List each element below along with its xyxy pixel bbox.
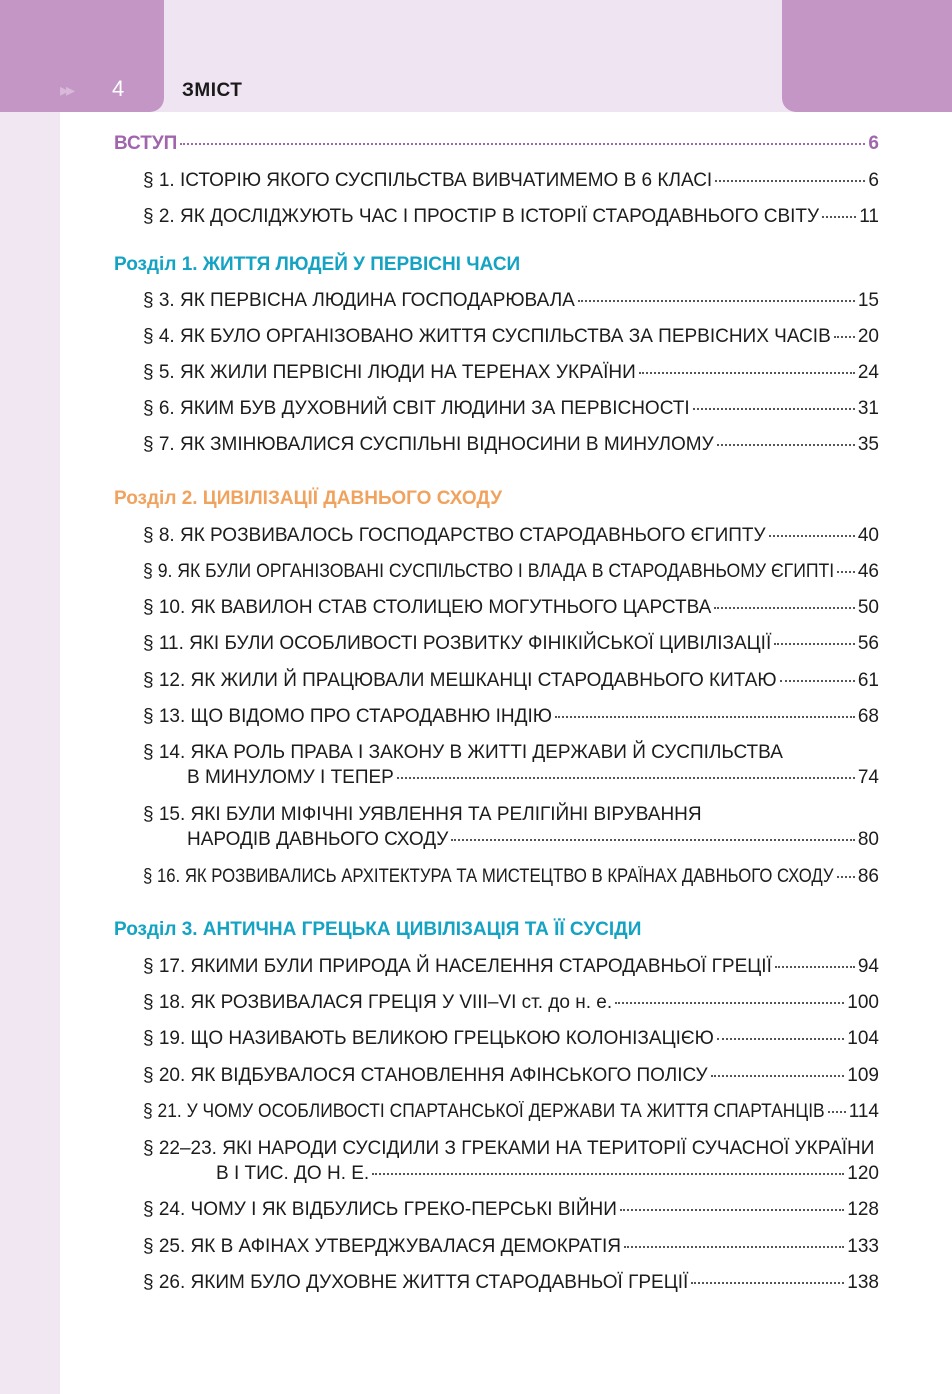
toc-entry[interactable] bbox=[143, 1236, 879, 1258]
toc-entry[interactable] bbox=[143, 206, 879, 228]
toc-page-number: 46 bbox=[857, 561, 879, 582]
toc-page-number: 80 bbox=[857, 829, 879, 850]
toc-entry-title: § 5. ЯК ЖИЛИ ПЕРВІСНІ ЛЮДИ НА ТЕРЕНАХ УКРАЇНИ bbox=[143, 362, 636, 383]
toc-entry-title: § 3. ЯК ПЕРВІСНА ЛЮДИНА ГОСПОДАРЮВАЛА bbox=[143, 290, 575, 311]
leader-dots bbox=[624, 1246, 844, 1248]
leader-dots bbox=[828, 1111, 846, 1113]
toc-entry-title-line1[interactable]: § 15. ЯКІ БУЛИ МІФІЧНІ УЯВЛЕННЯ ТА РЕЛІГІЙНІ ВІРУВАННЯ bbox=[143, 804, 702, 825]
toc-page-number: 15 bbox=[857, 290, 879, 311]
toc-entry-title-line1[interactable]: § 22–23. ЯКІ НАРОДИ СУСІДИЛИ З ГРЕКАМИ НА ТЕРИТОРІЇ СУЧАСНОЇ УКРАЇНИ bbox=[143, 1138, 875, 1159]
toc-page-number: 94 bbox=[857, 956, 879, 977]
toc-intro[interactable] bbox=[114, 133, 879, 155]
toc-entry[interactable] bbox=[143, 1101, 879, 1123]
toc-page-number: 68 bbox=[857, 706, 879, 727]
toc-entry-title: § 20. ЯК ВІДБУВАЛОСЯ СТАНОВЛЕННЯ АФІНСЬКОГО ПОЛІСУ bbox=[143, 1065, 708, 1086]
leader-dots bbox=[397, 777, 855, 779]
section-heading-2[interactable]: Розділ 2. ЦИВІЛІЗАЦІЇ ДАВНЬОГО СХОДУ bbox=[114, 488, 503, 509]
toc-entry[interactable] bbox=[143, 398, 879, 420]
toc-page-number: 128 bbox=[847, 1199, 879, 1220]
toc-entry[interactable] bbox=[143, 326, 879, 348]
toc-entry-title: § 9. ЯК БУЛИ ОРГАНІЗОВАНІ СУСПІЛЬСТВО І ВЛАДА В СТАРОДАВНЬОМУ ЄГИПТІ bbox=[143, 561, 835, 582]
toc-entry[interactable] bbox=[143, 290, 879, 312]
toc-page-number: 31 bbox=[857, 398, 879, 419]
toc-entry[interactable] bbox=[143, 434, 879, 456]
toc-page-number: 24 bbox=[857, 362, 879, 383]
toc-entry-title: § 11. ЯКІ БУЛИ ОСОБЛИВОСТІ РОЗВИТКУ ФІНІКІЙСЬКОЇ ЦИВІЛІЗАЦІЇ bbox=[143, 633, 772, 654]
leader-dots bbox=[639, 372, 855, 374]
toc-page-number: 100 bbox=[847, 992, 879, 1013]
page-number: 4 bbox=[112, 76, 125, 101]
leader-dots bbox=[822, 216, 856, 218]
toc-entry[interactable] bbox=[143, 561, 879, 583]
toc-entry[interactable] bbox=[143, 362, 879, 384]
toc-entry-title: § 24. ЧОМУ І ЯК ВІДБУЛИСЬ ГРЕКО-ПЕРСЬКІ ВІЙНИ bbox=[143, 1199, 617, 1220]
toc-entry-title: § 7. ЯК ЗМІНЮВАЛИСЯ СУСПІЛЬНІ ВІДНОСИНИ В МИНУЛОМУ bbox=[143, 434, 714, 455]
toc-entry-title: § 25. ЯК В АФІНАХ УТВЕРДЖУВАЛАСЯ ДЕМОКРАТІЯ bbox=[143, 1236, 621, 1257]
toc-entry-title: НАРОДІВ ДАВНЬОГО СХОДУ bbox=[187, 829, 449, 850]
toc-entry[interactable] bbox=[143, 992, 879, 1014]
toc-entry-title: § 16. ЯК РОЗВИВАЛИСЬ АРХІТЕКТУРА ТА МИСТЕЦТВО В КРАЇНАХ ДАВНЬОГО СХОДУ bbox=[143, 866, 834, 887]
toc-page-number: 6 bbox=[868, 170, 879, 191]
leader-dots bbox=[780, 680, 855, 682]
leader-dots bbox=[717, 1038, 845, 1040]
leader-dots bbox=[615, 1002, 844, 1004]
leader-dots bbox=[691, 1282, 844, 1284]
toc-page-number: 104 bbox=[847, 1028, 879, 1049]
section-heading-3[interactable]: Розділ 3. АНТИЧНА ГРЕЦЬКА ЦИВІЛІЗАЦІЯ ТА ЇЇ СУСІДИ bbox=[114, 919, 642, 940]
toc-entry-title: § 26. ЯКИМ БУЛО ДУХОВНЕ ЖИТТЯ СТАРОДАВНЬОЇ ГРЕЦІЇ bbox=[143, 1272, 689, 1293]
toc-entry[interactable] bbox=[143, 633, 879, 655]
leader-dots bbox=[693, 408, 855, 410]
double-arrow-icon: ▸▸ bbox=[60, 80, 73, 100]
toc-entry[interactable] bbox=[216, 1163, 879, 1185]
leader-dots bbox=[775, 966, 855, 968]
toc-entry-title: § 1. ІСТОРІЮ ЯКОГО СУСПІЛЬСТВА ВИВЧАТИМЕМО В 6 КЛАСІ bbox=[143, 170, 713, 191]
leader-dots bbox=[555, 716, 855, 718]
toc-entry-title: § 8. ЯК РОЗВИВАЛОСЬ ГОСПОДАРСТВО СТАРОДАВНЬОГО ЄГИПТУ bbox=[143, 525, 766, 546]
leader-dots bbox=[834, 336, 855, 338]
toc-entry[interactable] bbox=[187, 767, 879, 789]
page-tab-left bbox=[0, 0, 164, 112]
toc-entry-title: § 21. У ЧОМУ ОСОБЛИВОСТІ СПАРТАНСЬКОЇ ДЕРЖАВИ ТА ЖИТТЯ СПАРТАНЦІВ bbox=[143, 1101, 825, 1122]
leader-dots bbox=[769, 535, 855, 537]
toc-page-number: 133 bbox=[847, 1236, 879, 1257]
toc-entry[interactable] bbox=[143, 956, 879, 978]
leader-dots bbox=[717, 444, 855, 446]
leader-dots bbox=[578, 300, 855, 302]
toc-page-number: 138 bbox=[847, 1272, 879, 1293]
toc-entry[interactable] bbox=[143, 525, 879, 547]
toc-page-number: 61 bbox=[857, 670, 879, 691]
toc-entry[interactable] bbox=[143, 597, 879, 619]
toc-page-number: 11 bbox=[859, 206, 879, 227]
toc-entry[interactable] bbox=[143, 670, 879, 692]
toc-entry-title: В МИНУЛОМУ І ТЕПЕР bbox=[187, 767, 394, 788]
toc-page-number: 86 bbox=[857, 866, 879, 887]
toc-entry[interactable] bbox=[143, 1272, 879, 1294]
toc-entry-title: § 17. ЯКИМИ БУЛИ ПРИРОДА Й НАСЕЛЕННЯ СТАРОДАВНЬОЇ ГРЕЦІЇ bbox=[143, 956, 772, 977]
toc-entry-title: В І ТИС. ДО Н. Е. bbox=[216, 1163, 370, 1184]
section-heading-1[interactable]: Розділ 1. ЖИТТЯ ЛЮДЕЙ У ПЕРВІСНІ ЧАСИ bbox=[114, 254, 521, 275]
toc-entry-title: § 19. ЩО НАЗИВАЮТЬ ВЕЛИКОЮ ГРЕЦЬКОЮ КОЛОНІЗАЦІЄЮ bbox=[143, 1028, 714, 1049]
toc-intro-label: ВСТУП bbox=[114, 133, 178, 154]
leader-dots bbox=[837, 876, 855, 878]
toc-page-number: 120 bbox=[847, 1163, 879, 1184]
toc-entry[interactable] bbox=[143, 1199, 879, 1221]
toc-entry[interactable] bbox=[143, 1028, 879, 1050]
leader-dots bbox=[715, 180, 865, 182]
leader-dots bbox=[180, 143, 865, 145]
toc-page-number: 6 bbox=[868, 133, 879, 154]
toc-page-number: 40 bbox=[857, 525, 879, 546]
toc-entry-title: § 4. ЯК БУЛО ОРГАНІЗОВАНО ЖИТТЯ СУСПІЛЬСТВА ЗА ПЕРВІСНИХ ЧАСІВ bbox=[143, 326, 831, 347]
toc-entry[interactable] bbox=[143, 866, 879, 888]
toc-entry[interactable] bbox=[143, 170, 879, 192]
page-tab-right bbox=[782, 0, 952, 112]
leader-dots bbox=[620, 1209, 844, 1211]
toc-page-number: 20 bbox=[857, 326, 879, 347]
toc-entry-title: § 12. ЯК ЖИЛИ Й ПРАЦЮВАЛИ МЕШКАНЦІ СТАРОДАВНЬОГО КИТАЮ bbox=[143, 670, 777, 691]
toc-page-number: 35 bbox=[857, 434, 879, 455]
leader-dots bbox=[451, 839, 854, 841]
leader-dots bbox=[837, 571, 855, 573]
toc-entry[interactable] bbox=[143, 1065, 879, 1087]
leader-dots bbox=[711, 1075, 845, 1077]
toc-page-number: 114 bbox=[848, 1101, 879, 1122]
toc-entry[interactable] bbox=[187, 829, 879, 851]
leader-dots bbox=[372, 1173, 844, 1175]
toc-entry-title: § 18. ЯК РОЗВИВАЛАСЯ ГРЕЦІЯ У VIII–VI ст. до н. е. bbox=[143, 992, 613, 1013]
toc-entry-title-line1[interactable]: § 14. ЯКА РОЛЬ ПРАВА І ЗАКОНУ В ЖИТТІ ДЕРЖАВИ Й СУСПІЛЬСТВА bbox=[143, 742, 783, 763]
leader-dots bbox=[714, 607, 855, 609]
toc-page-number: 109 bbox=[847, 1065, 879, 1086]
leader-dots bbox=[774, 643, 855, 645]
toc-page-number: 56 bbox=[857, 633, 879, 654]
toc-entry-title: § 2. ЯК ДОСЛІДЖУЮТЬ ЧАС І ПРОСТІР В ІСТОРІЇ СТАРОДАВНЬОГО СВІТУ bbox=[143, 206, 820, 227]
toc-page-number: 74 bbox=[857, 767, 879, 788]
toc-page-number: 50 bbox=[857, 597, 879, 618]
toc-entry-title: § 6. ЯКИМ БУВ ДУХОВНИЙ СВІТ ЛЮДИНИ ЗА ПЕРВІСНОСТІ bbox=[143, 398, 690, 419]
toc-entry[interactable] bbox=[143, 706, 879, 728]
page-title: ЗМІСТ bbox=[182, 80, 243, 101]
toc-entry-title: § 10. ЯК ВАВИЛОН СТАВ СТОЛИЦЕЮ МОГУТНЬОГО ЦАРСТВА bbox=[143, 597, 712, 618]
toc-entry-title: § 13. ЩО ВІДОМО ПРО СТАРОДАВНЮ ІНДІЮ bbox=[143, 706, 552, 727]
